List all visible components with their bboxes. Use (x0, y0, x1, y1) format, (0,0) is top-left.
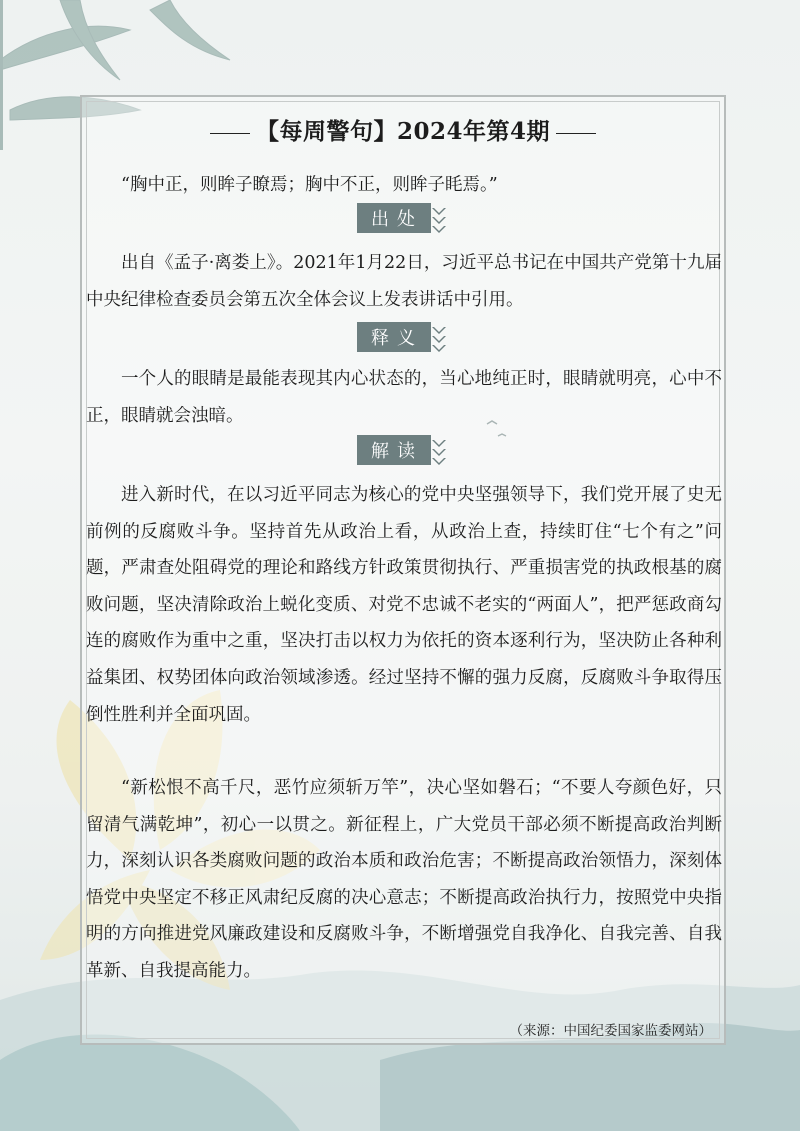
section-tag-meaning (357, 322, 447, 352)
quote-text: “胸中正，则眸子瞭焉；胸中不正，则眸子眊焉。” (121, 175, 498, 195)
page-title-text: 【每周警句】2024年第4期 (255, 118, 551, 145)
interpretation-paragraph-2: “新松恨不高千尺，恶竹应须斩万竿”，决心坚如磐石；“不要人夸颜色好，只留清气满乾坤”，初心一以贯之。新征程上，广大党员干部必须不断提高政治判断力，深刻认识各类腐败问题的政治本质和政治危害；不断提高政治领悟力，深刻体悟党中央坚定不移正风肃纪反腐的决心意志；不断提高政治执行力，按照党中央指明的方向推进党风廉政建设和反腐败斗争，不断增强党自我净化、自我完善、自我革新、自我提高能力。 (86, 778, 722, 981)
section-tag-label: 出处 (357, 203, 431, 233)
section-tag-source (357, 203, 447, 233)
title-dash-right (556, 133, 596, 134)
title-dash-left (210, 133, 250, 134)
source-paragraph: 出自《孟子·离娄上》。2021年1月22日，习近平总书记在中国共产党第十九届中央纪律检查委员会第五次全体会议上发表讲话中引用。 (86, 253, 722, 310)
chevron-down-icon (431, 203, 447, 233)
section-tag-label: 解读 (357, 435, 431, 465)
page-title (80, 113, 726, 146)
source-note: （来源：中国纪委国家监委网站） (509, 1023, 712, 1039)
chevron-down-icon (431, 435, 447, 465)
meaning-paragraph: 一个人的眼睛是最能表现其内心状态的，当心地纯正时，眼睛就明亮，心中不正，眼睛就会浊暗。 (86, 369, 722, 426)
section-tag-label: 释义 (357, 322, 431, 352)
chevron-down-icon (431, 322, 447, 352)
section-tag-interpret (357, 435, 447, 465)
interpretation-paragraph-1: 进入新时代，在以习近平同志为核心的党中央坚强领导下，我们党开展了史无前例的反腐败斗争。坚持首先从政治上看，从政治上查，持续盯住“七个有之”问题，严肃查处阻碍党的理论和路线方针政策贯彻执行、严重损害党的执政根基的腐败问题，坚决清除政治上蜕化变质、对党不忠诚不老实的“两面人”，把严惩政商勾连的腐败作为重中之重，坚决打击以权力为依托的资本逐利行为，坚决防止各种利益集团、权势团体向政治领域渗透。经过坚持不懈的强力反腐，反腐败斗争取得压倒性胜利并全面巩固。 (86, 485, 722, 725)
article (80, 95, 726, 1045)
